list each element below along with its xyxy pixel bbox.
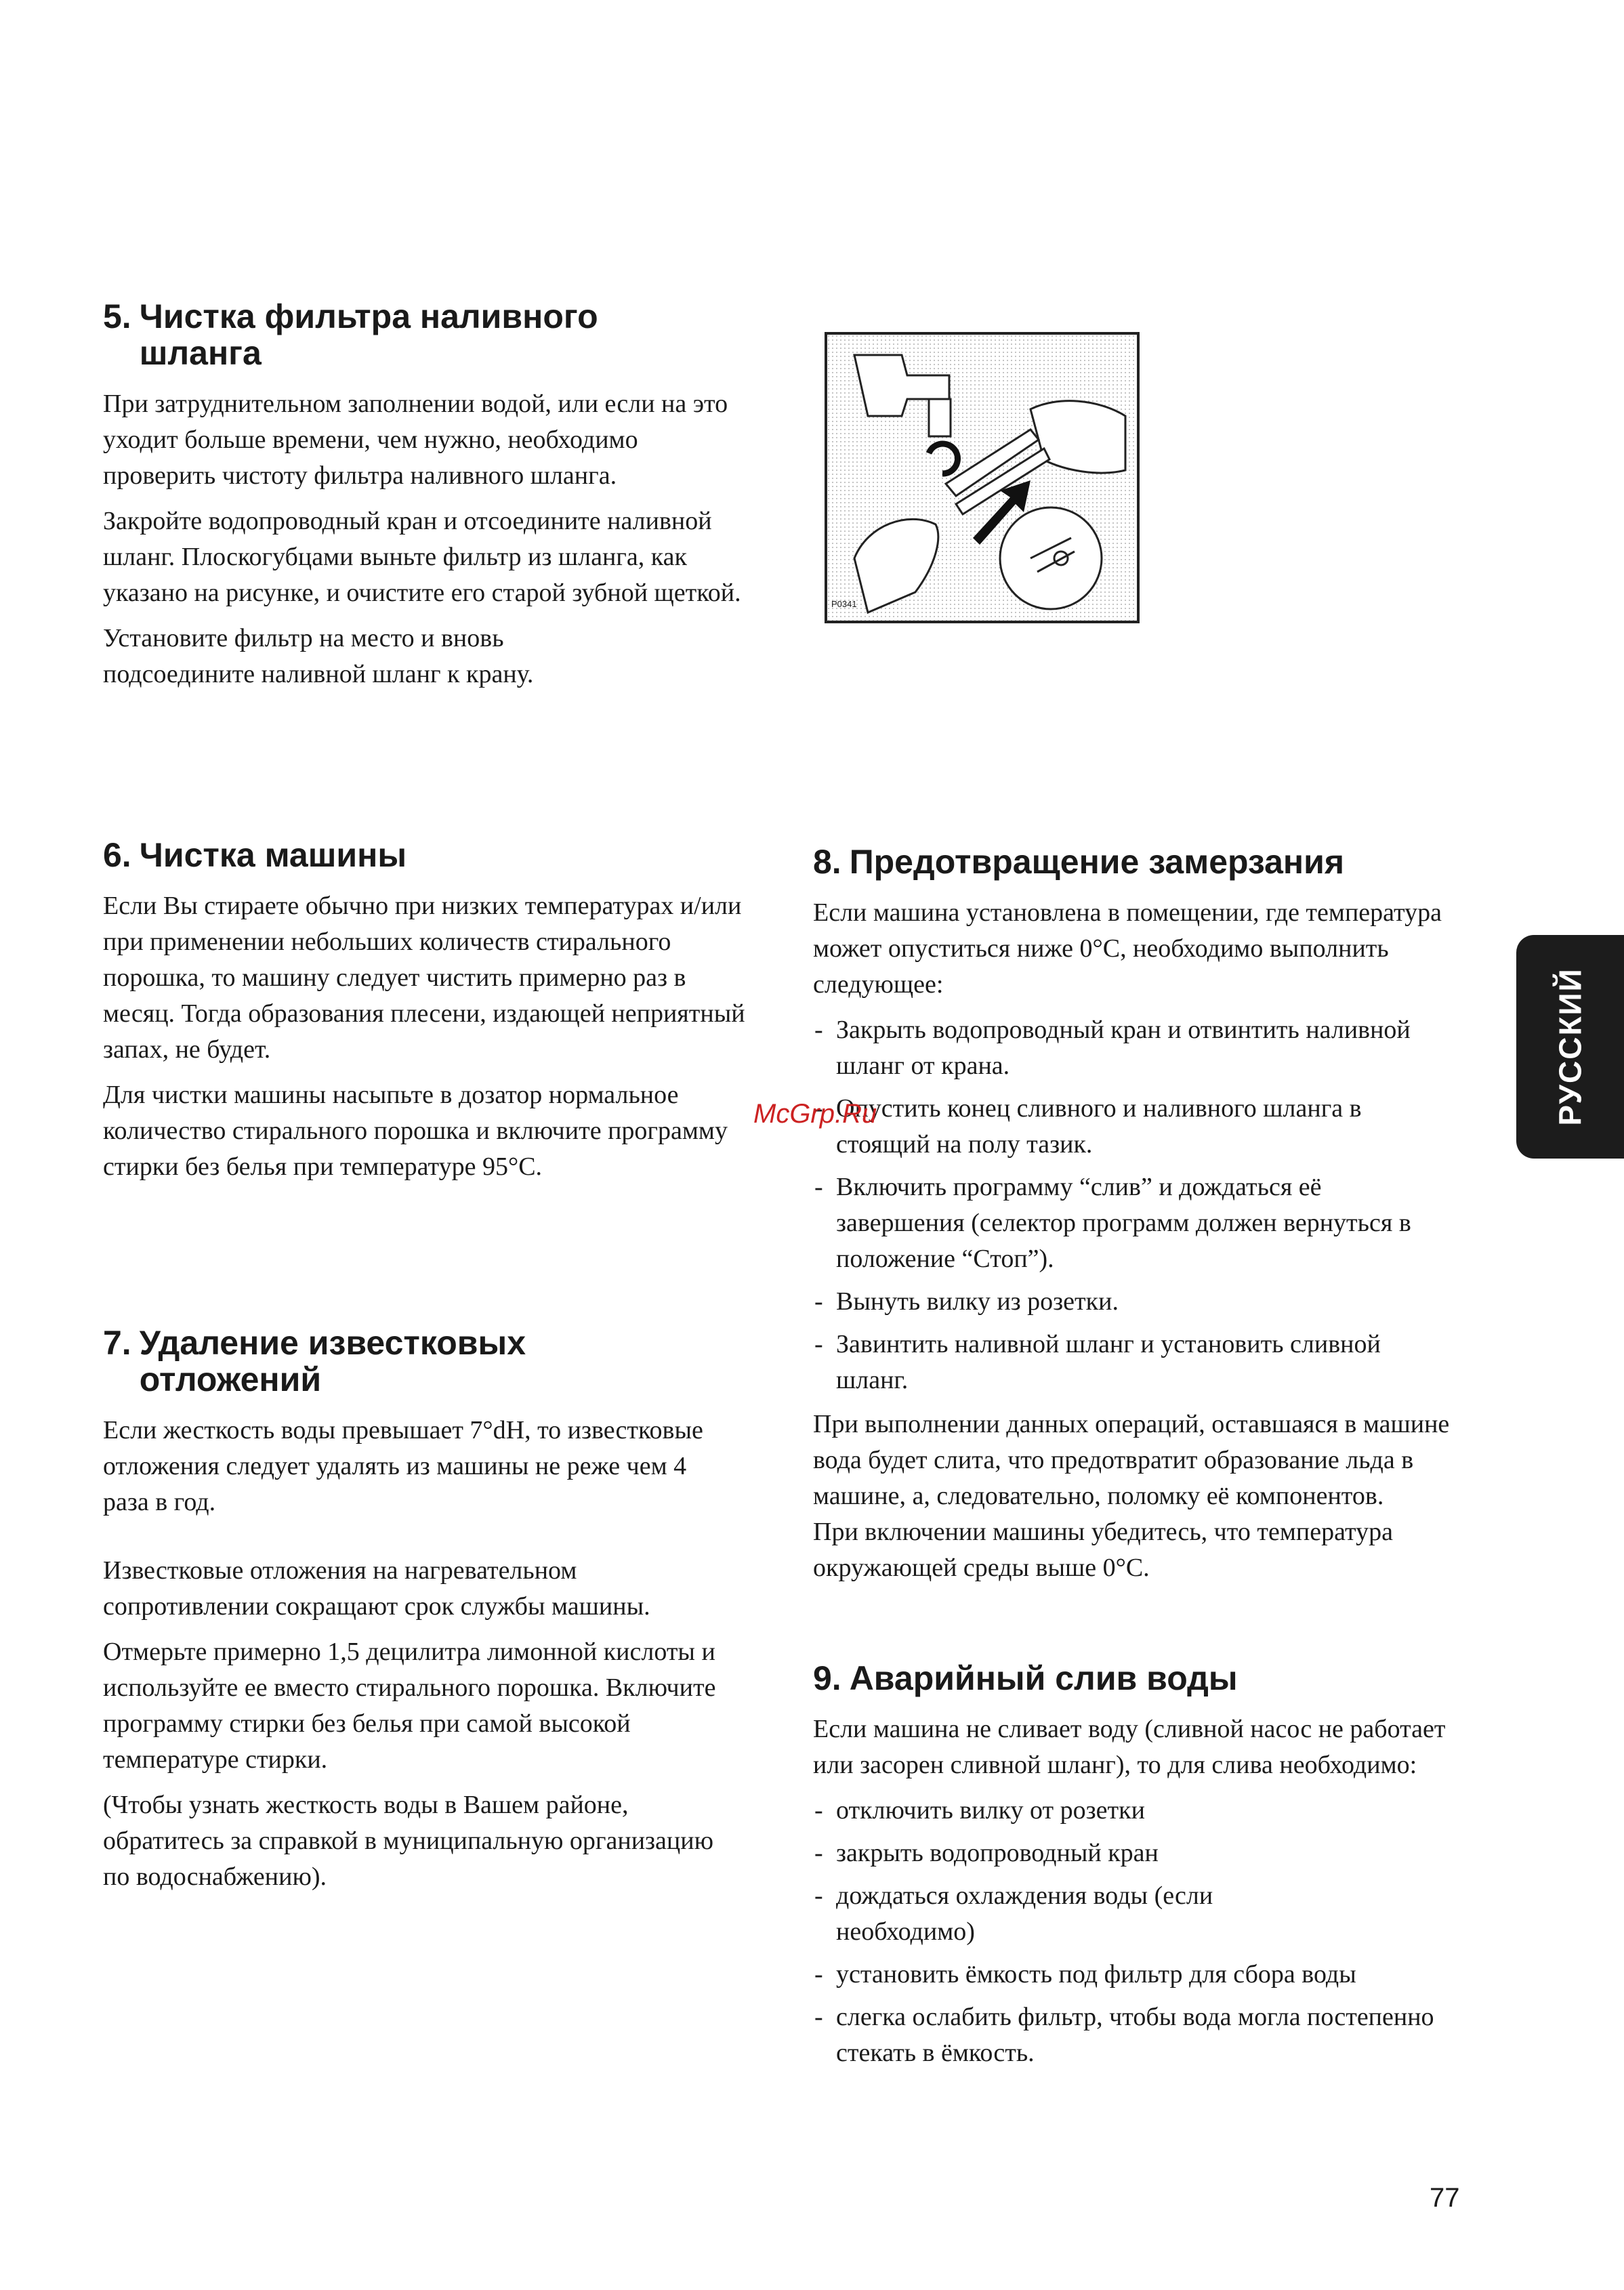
language-tab <box>1516 935 1624 1159</box>
illustration-drawing <box>827 335 1137 621</box>
section-9 <box>813 1660 1450 2079</box>
paragraph: Если Вы стираете обычно при низких температурах и/или при применении небольших количеств стирального порошка, то машину следует чистить примерно раз в месяц. Тогда образования плесени, издающей неприятный запах, не будет. <box>103 892 745 1064</box>
section-6-heading <box>103 837 767 873</box>
section-8-heading <box>813 844 1450 880</box>
section-5 <box>103 298 767 702</box>
section-title: Удаление известковых отложений <box>139 1324 526 1398</box>
paragraph: Закройте водопроводный кран и отсоедините наливной шланг. Плоскогубцами выньте фильтр из шланга, как указано на рисунке, и очистите его старой зубной щеткой. <box>103 507 741 607</box>
list-item: - дождаться охлаждения воды (если необходимо) <box>813 1878 1297 1950</box>
steps-list <box>813 1012 1450 1398</box>
page-number: 77 <box>1430 2183 1460 2213</box>
paragraph: Если машина установлена в помещении, где температура может опуститься ниже 0°C, необходимо выполнить следующее: <box>813 898 1442 999</box>
watermark: McGrp.Ru <box>753 1099 877 1129</box>
steps-list <box>813 1793 1450 2071</box>
list-item: - Завинтить наливной шланг и установить сливной шланг. <box>813 1327 1450 1398</box>
section-number: 5. <box>103 297 131 335</box>
section-9-heading <box>813 1660 1450 1696</box>
language-tab-label: РУССКИЙ <box>1552 967 1588 1126</box>
section-5-heading <box>103 298 767 371</box>
section-number: 7. <box>103 1324 131 1362</box>
section-number: 9. <box>813 1659 841 1697</box>
section-title: Предотвращение замерзания <box>849 843 1345 881</box>
figure-code: P0341 <box>831 599 857 609</box>
list-item: - Вынуть вилку из розетки. <box>813 1284 1450 1320</box>
section-title: Чистка машины <box>139 836 407 874</box>
section-7 <box>103 1325 767 1904</box>
section-6 <box>103 837 767 1194</box>
section-8 <box>813 844 1450 1596</box>
paragraph: Установите фильтр на место и вновь подсоедините наливной шланг к крану. <box>103 624 534 688</box>
list-item: - Включить программу “слив” и дождаться её завершения (селектор программ должен вернуться в положение “Стоп”). <box>813 1169 1450 1277</box>
paragraph: Отмерьте примерно 1,5 децилитра лимонной кислоты и используйте ее вместо стирального порошка. Включите программу стирки без белья при самой высокой температуре стирки. <box>103 1638 716 1774</box>
section-title: Аварийный слив воды <box>849 1659 1238 1697</box>
paragraph: Для чистки машины насыпьте в дозатор нормальное количество стирального порошка и включите программу стирки без белья при температуре 95°C. <box>103 1081 728 1181</box>
paragraph: При включении машины убедитесь, что температура окружающей среды выше 0°C. <box>813 1518 1393 1582</box>
section-title: Чистка фильтра наливного шланга <box>139 297 598 372</box>
section-number: 6. <box>103 836 131 874</box>
paragraph: При выполнении данных операций, оставшаяся в машине вода будет слита, что предотвратит образование льда в машине, а, следовательно, поломку её компонентов. <box>813 1410 1450 1510</box>
paragraph: Если машина не сливает воду (сливной насос не работает или засорен сливной шланг), то для слива необходимо: <box>813 1715 1446 1779</box>
list-item: - Закрыть водопроводный кран и отвинтить наливной шланг от крана. <box>813 1012 1450 1084</box>
paragraph: Если жесткость воды превышает 7°dH, то известковые отложения следует удалять из машины не реже чем 4 раза в год. <box>103 1416 703 1516</box>
list-item: - отключить вилку от розетки <box>813 1793 1450 1829</box>
paragraph: Известковые отложения на нагревательном сопротивлении сокращают срок службы машины. <box>103 1556 650 1621</box>
paragraph: (Чтобы узнать жесткость воды в Вашем районе, обратитесь за справкой в муниципальную организацию по водоснабжению). <box>103 1791 713 1891</box>
paragraph: При затруднительном заполнении водой, или если на это уходит больше времени, чем нужно, необходимо проверить чистоту фильтра наливного шланга. <box>103 390 728 490</box>
list-item: - установить ёмкость под фильтр для сбора воды <box>813 1957 1450 1993</box>
list-item: - закрыть водопроводный кран <box>813 1835 1450 1871</box>
section-number: 8. <box>813 843 841 881</box>
section-7-heading <box>103 1325 767 1398</box>
filter-cleaning-illustration <box>825 332 1140 623</box>
list-item: - слегка ослабить фильтр, чтобы вода могла постепенно стекать в ёмкость. <box>813 1999 1450 2071</box>
list-item: - Опустить конец сливного и наливного шланга в стоящий на полу тазик. <box>813 1091 1450 1163</box>
